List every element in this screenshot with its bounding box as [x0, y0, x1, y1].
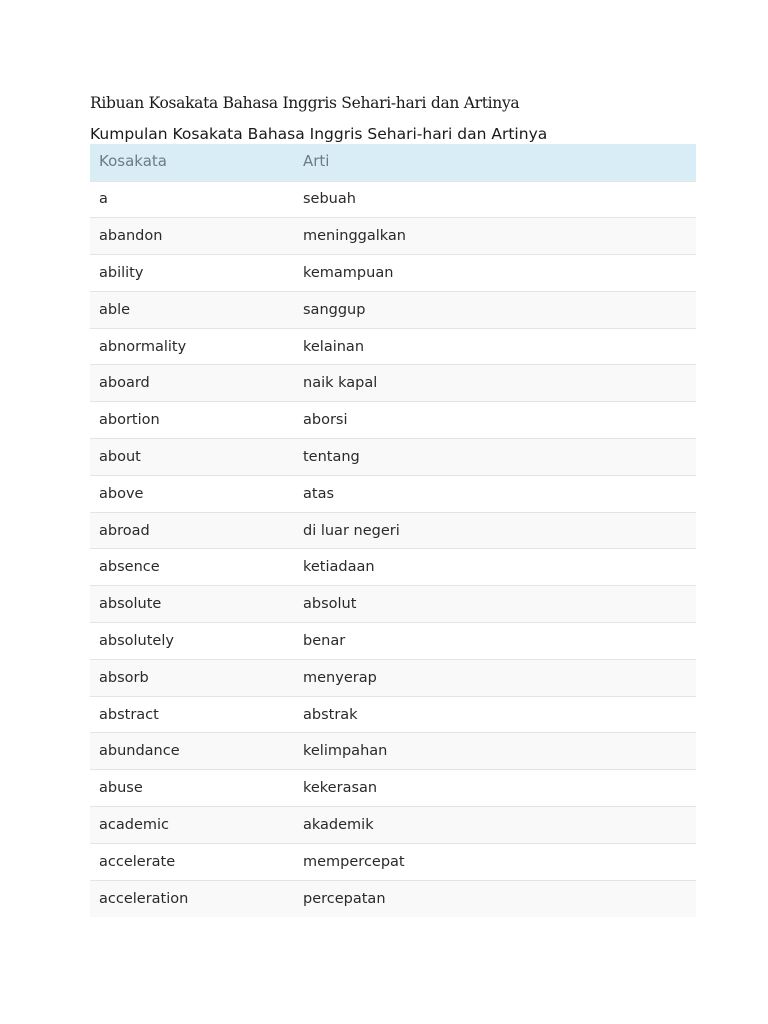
- cell-arti: ketiadaan: [294, 549, 696, 586]
- table-row: [90, 586, 696, 623]
- table-row: [90, 659, 696, 696]
- vocabulary-table: [90, 144, 696, 917]
- cell-arti: benar: [294, 623, 696, 660]
- table-row: [90, 843, 696, 880]
- cell-kosakata: academic: [90, 807, 294, 844]
- cell-kosakata: abroad: [90, 512, 294, 549]
- cell-arti: sanggup: [294, 291, 696, 328]
- cell-kosakata: abnormality: [90, 328, 294, 365]
- cell-arti: kelainan: [294, 328, 696, 365]
- cell-arti: atas: [294, 475, 696, 512]
- table-row: [90, 218, 696, 255]
- cell-arti: kemampuan: [294, 255, 696, 292]
- table-row: [90, 549, 696, 586]
- table-row: [90, 181, 696, 218]
- cell-arti: percepatan: [294, 880, 696, 917]
- cell-kosakata: able: [90, 291, 294, 328]
- cell-kosakata: absolute: [90, 586, 294, 623]
- cell-kosakata: abstract: [90, 696, 294, 733]
- table-caption: Kumpulan Kosakata Bahasa Inggris Sehari-hari dan Artinya: [90, 125, 548, 143]
- document-title: Ribuan Kosakata Bahasa Inggris Sehari-hari dan Artinya: [90, 94, 520, 112]
- table-row: [90, 475, 696, 512]
- column-header-arti: Arti: [294, 144, 696, 181]
- table-row: [90, 291, 696, 328]
- cell-kosakata: abandon: [90, 218, 294, 255]
- cell-arti: abstrak: [294, 696, 696, 733]
- table-body: [90, 181, 696, 917]
- cell-arti: menyerap: [294, 659, 696, 696]
- cell-kosakata: absence: [90, 549, 294, 586]
- cell-kosakata: accelerate: [90, 843, 294, 880]
- cell-arti: sebuah: [294, 181, 696, 218]
- table-row: [90, 439, 696, 476]
- cell-kosakata: a: [90, 181, 294, 218]
- cell-kosakata: absolutely: [90, 623, 294, 660]
- table-row: [90, 328, 696, 365]
- table-row: [90, 770, 696, 807]
- table-row: [90, 255, 696, 292]
- cell-arti: absolut: [294, 586, 696, 623]
- cell-kosakata: aboard: [90, 365, 294, 402]
- cell-kosakata: abundance: [90, 733, 294, 770]
- cell-kosakata: above: [90, 475, 294, 512]
- table-row: [90, 696, 696, 733]
- cell-kosakata: absorb: [90, 659, 294, 696]
- cell-arti: tentang: [294, 439, 696, 476]
- cell-kosakata: abortion: [90, 402, 294, 439]
- cell-arti: kekerasan: [294, 770, 696, 807]
- cell-arti: naik kapal: [294, 365, 696, 402]
- cell-kosakata: about: [90, 439, 294, 476]
- table-row: [90, 402, 696, 439]
- table-row: [90, 365, 696, 402]
- column-header-kosakata: Kosakata: [90, 144, 294, 181]
- cell-arti: akademik: [294, 807, 696, 844]
- table-row: [90, 733, 696, 770]
- table-row: [90, 807, 696, 844]
- table-row: [90, 623, 696, 660]
- table-header-row: [90, 144, 696, 181]
- cell-kosakata: abuse: [90, 770, 294, 807]
- cell-arti: di luar negeri: [294, 512, 696, 549]
- cell-arti: meninggalkan: [294, 218, 696, 255]
- cell-arti: mempercepat: [294, 843, 696, 880]
- table-row: [90, 880, 696, 917]
- cell-arti: kelimpahan: [294, 733, 696, 770]
- cell-kosakata: acceleration: [90, 880, 294, 917]
- cell-arti: aborsi: [294, 402, 696, 439]
- cell-kosakata: ability: [90, 255, 294, 292]
- table-row: [90, 512, 696, 549]
